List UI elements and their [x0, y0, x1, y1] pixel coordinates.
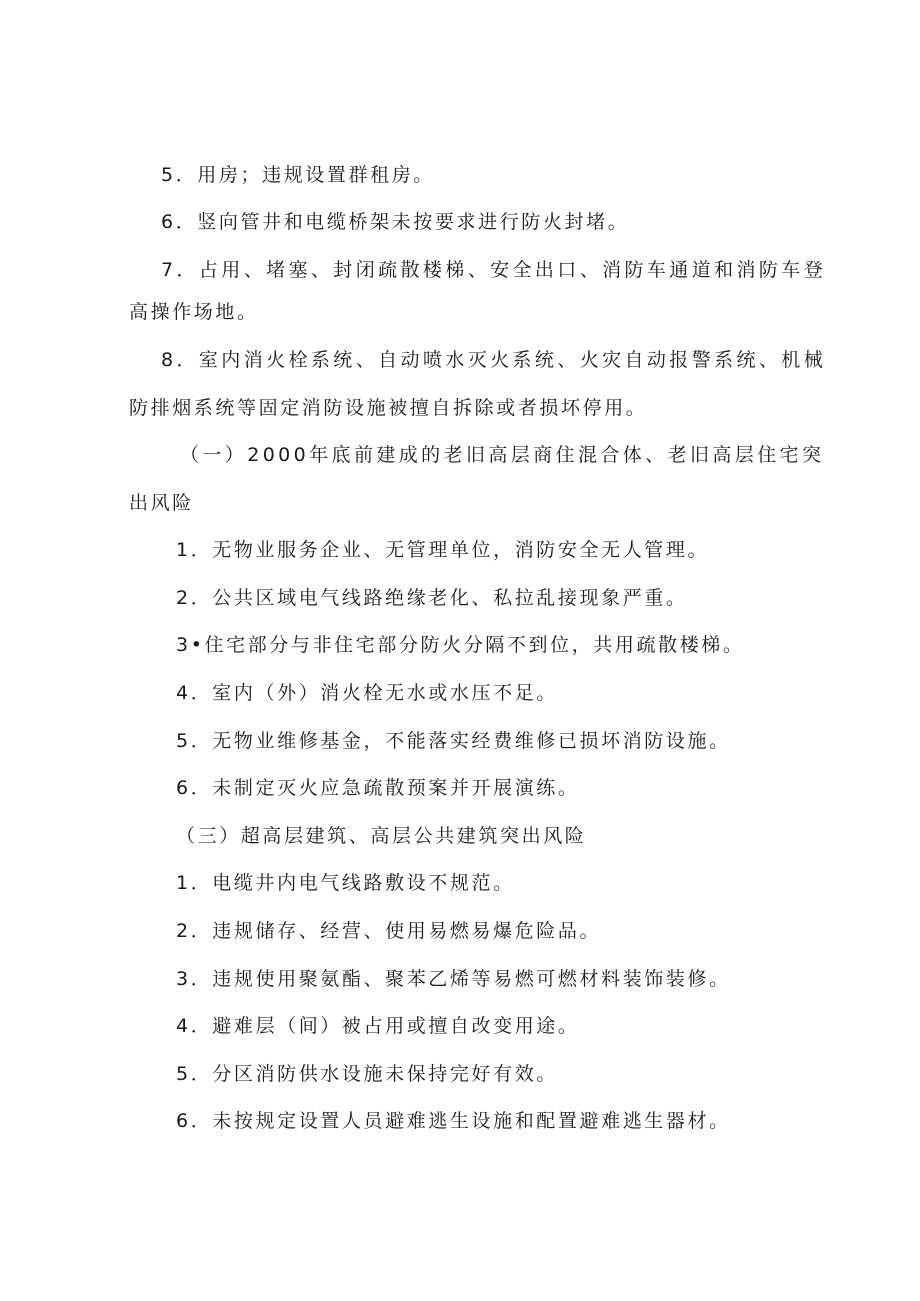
text-line: 8．室内消火栓系统、自动喷水灭火系统、火灾自动报警系统、机械	[161, 349, 827, 371]
text-line: 5．用房；违规设置群租房。	[161, 164, 435, 186]
text-line: 6．竖向管井和电缆桥架未按要求进行防火封堵。	[161, 211, 630, 233]
text-line: 4．室内（外）消火栓无水或水压不足。	[176, 682, 558, 704]
text-line: 2．公共区域电气线路绝缘老化、私拉乱接现象严重。	[176, 587, 688, 609]
text-line: 3．违规使用聚氨酯、聚苯乙烯等易燃可燃材料装饰装修。	[176, 968, 731, 990]
text-line: 6．未按规定设置人员避难逃生设施和配置避难逃生器材。	[176, 1110, 731, 1132]
text-line: 1．无物业服务企业、无管理单位，消防安全无人管理。	[176, 539, 710, 561]
text-line: 6．未制定灭火应急疏散预案并开展演练。	[176, 777, 580, 799]
text-line: （一）2000年底前建成的老旧高层商住混合体、老旧高层住宅突	[180, 444, 825, 466]
text-line: 5．分区消防供水设施未保持完好有效。	[176, 1063, 558, 1085]
section-heading: （三）超高层建筑、高层公共建筑突出风险	[176, 825, 587, 847]
text-line: 2．违规储存、经营、使用易燃易爆危险品。	[176, 920, 602, 942]
text-line: 1．电缆井内电气线路敷设不规范。	[176, 872, 515, 894]
text-line: 出风险	[129, 492, 194, 514]
text-line: 7．占用、堵塞、封闭疏散楼梯、安全出口、消防车通道和消防车登	[161, 259, 827, 281]
text-line: 3•住宅部分与非住宅部分防火分隔不到位，共用疏散楼梯。	[176, 634, 745, 656]
text-line: 防排烟系统等固定消防设施被擅自拆除或者损坏停用。	[129, 397, 648, 419]
text-line: 高操作场地。	[129, 301, 259, 323]
text-line: 5．无物业维修基金，不能落实经费维修已损坏消防设施。	[176, 730, 731, 752]
text-line: 4．避难层（间）被占用或擅自改变用途。	[176, 1015, 580, 1037]
